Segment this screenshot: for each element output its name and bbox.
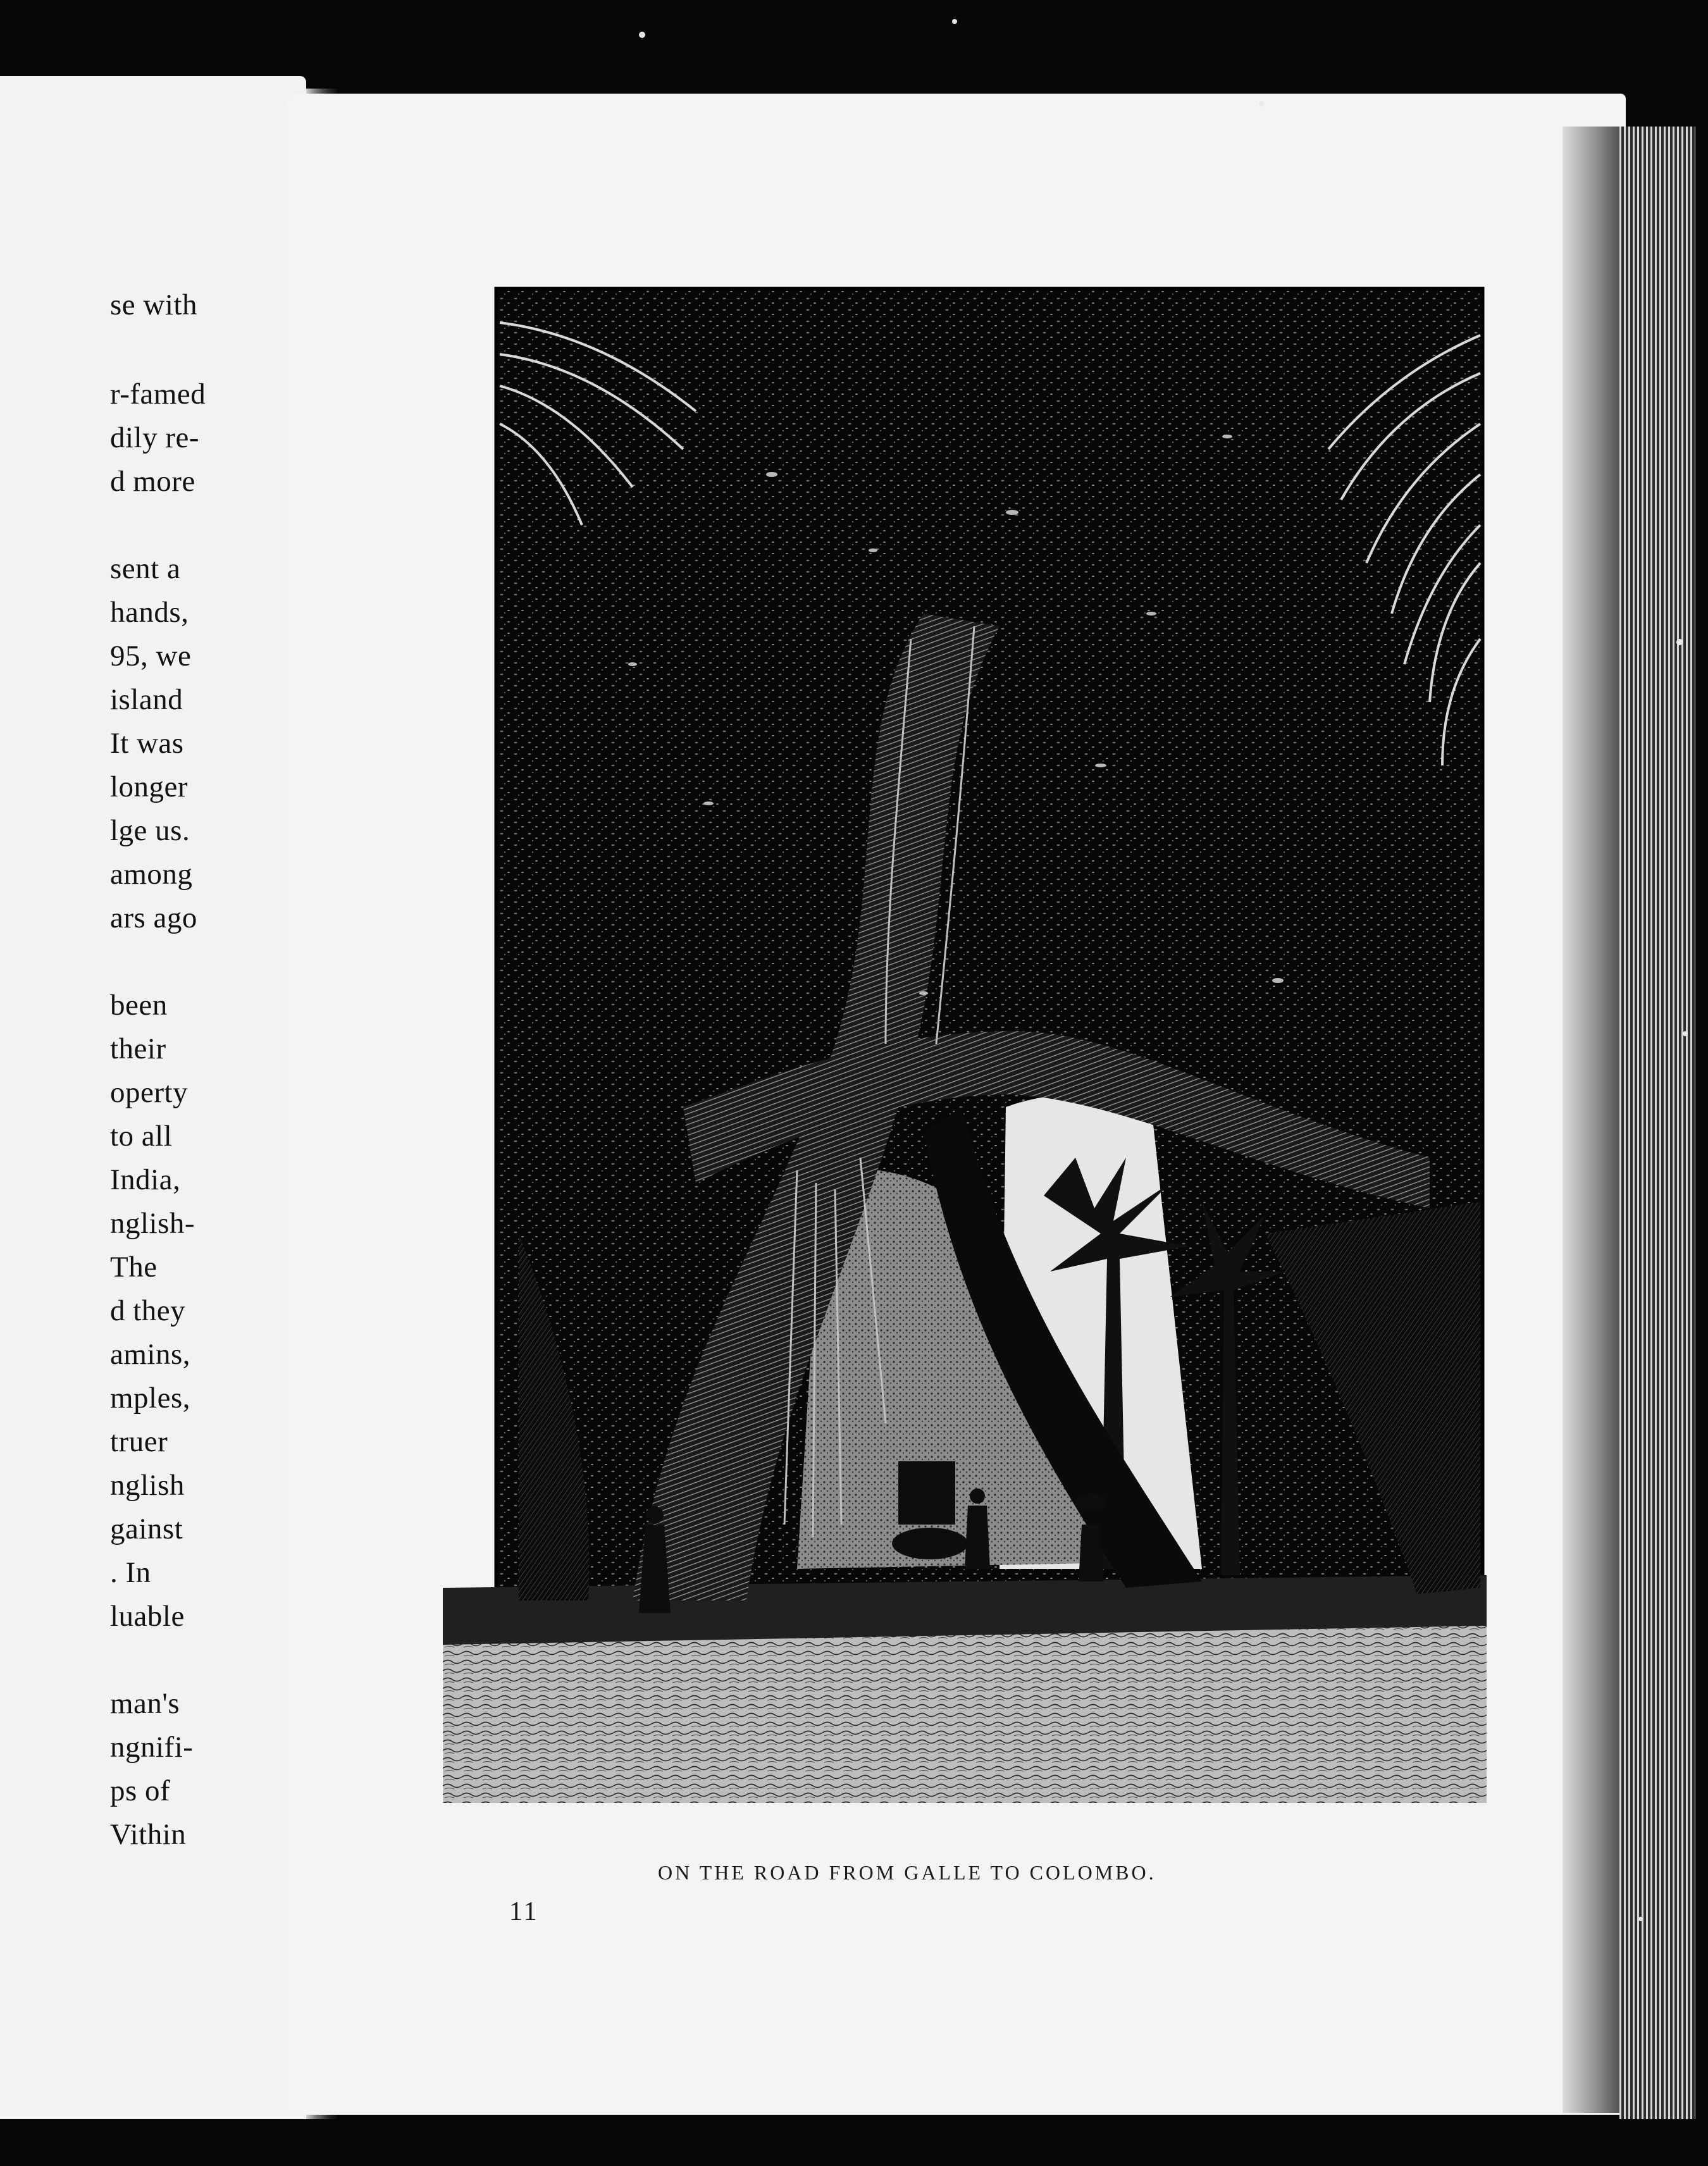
left-text-line: among: [110, 858, 193, 891]
figure-center: [965, 1506, 990, 1569]
engraving-svg: [443, 285, 1487, 1803]
left-text-line: operty: [110, 1076, 189, 1109]
figure-right: [1079, 1525, 1104, 1581]
dust-speck: [639, 32, 645, 38]
bullock: [892, 1528, 968, 1559]
left-text-line: se with: [110, 288, 197, 321]
left-text-line: ngnifi-: [110, 1731, 194, 1764]
dust-speck: [952, 19, 957, 24]
illustration-caption: ON THE ROAD FROM GALLE TO COLOMBO.: [658, 1861, 1156, 1884]
dust-speck: [1683, 1031, 1688, 1036]
page-shadow: [1563, 127, 1623, 2113]
left-text-line: their: [110, 1032, 166, 1065]
left-text-line: island: [110, 683, 183, 716]
left-text-line: India,: [110, 1163, 181, 1196]
page-number: 11: [509, 1897, 539, 1926]
left-text-line: been: [110, 989, 168, 1022]
head-basket: [1075, 1494, 1108, 1511]
page-edges: [1619, 127, 1695, 2119]
dust-speck: [1259, 101, 1265, 107]
left-text-line: mples,: [110, 1382, 191, 1414]
left-text-line: man's: [110, 1687, 180, 1720]
left-text-line: ars ago: [110, 901, 197, 934]
left-text-line: longer: [110, 770, 189, 803]
left-text-line: d they: [110, 1294, 186, 1327]
left-text-line: d more: [110, 465, 195, 498]
left-text-line: gainst: [110, 1513, 183, 1545]
left-text-line: r-famed: [110, 378, 206, 411]
left-page: [0, 76, 306, 2119]
left-text-line: . In: [110, 1556, 151, 1589]
left-text-line: The: [110, 1251, 158, 1284]
dust-speck: [1676, 639, 1683, 645]
engraving-illustration: [443, 285, 1487, 1803]
dust-speck: [1638, 1917, 1643, 1921]
left-text-line: hands,: [110, 596, 189, 629]
left-text-line: nglish: [110, 1469, 185, 1502]
left-text-line: ps of: [110, 1774, 171, 1807]
left-text-line: lge us.: [110, 814, 190, 847]
left-text-line: It was: [110, 727, 184, 760]
left-text-line: luable: [110, 1600, 185, 1633]
left-text-line: Vithin: [110, 1818, 187, 1851]
left-text-line: sent a: [110, 552, 181, 585]
left-text-line: dily re-: [110, 421, 200, 454]
left-text-line: to all: [110, 1120, 173, 1153]
left-text-line: 95, we: [110, 640, 192, 672]
left-text-line: truer: [110, 1425, 168, 1458]
left-text-line: amins,: [110, 1338, 191, 1371]
left-text-line: nglish-: [110, 1207, 195, 1240]
bullock-cart: [898, 1461, 955, 1525]
